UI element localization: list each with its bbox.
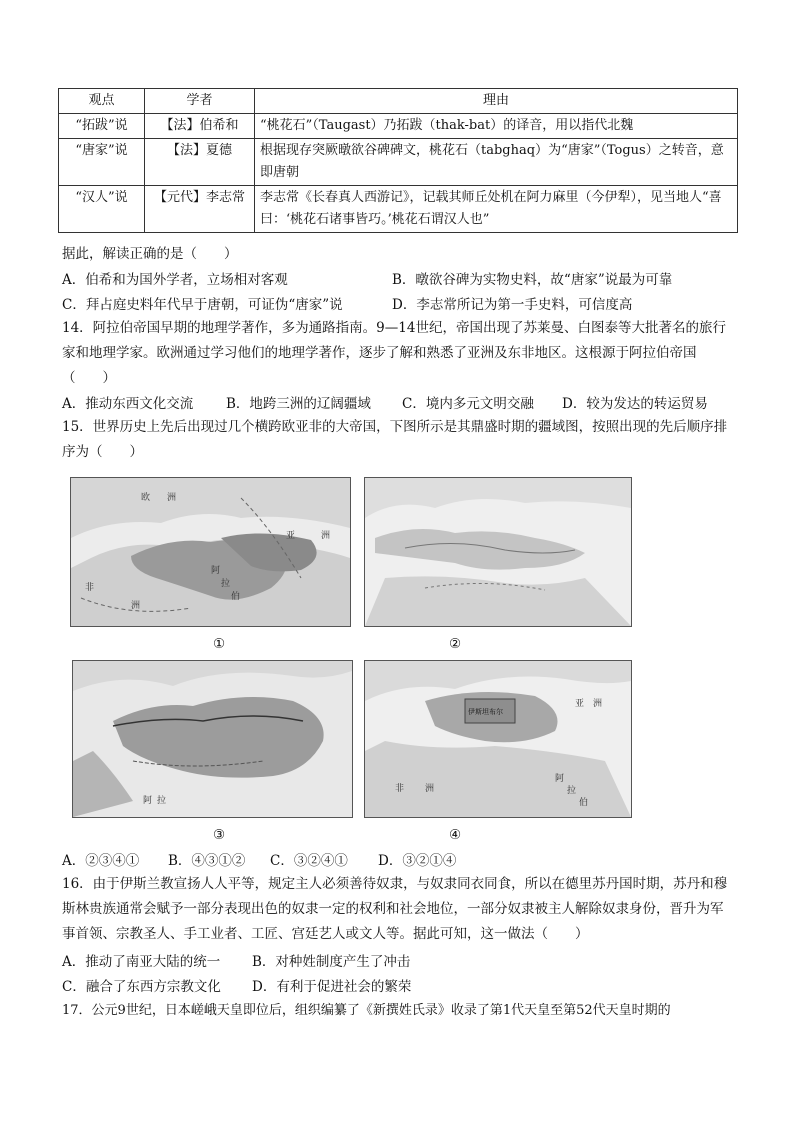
map-4-label: 亚 (575, 699, 585, 709)
viewpoints-table (58, 88, 738, 233)
q13-option-b[interactable]: B．暾欲谷碑为实物史料，故“唐家”说最为可靠 (392, 272, 673, 288)
q15-option-d[interactable]: D．③②①④ (378, 853, 457, 869)
map-1-label: 洲 (321, 531, 331, 541)
q13-option-a[interactable]: A．伯希和为国外学者，立场相对客观 (62, 272, 288, 288)
cell-view: “唐家”说 (59, 139, 145, 186)
table-row (59, 186, 738, 233)
map-1-label: 非 (85, 583, 95, 593)
q15-option-c[interactable]: C．③②④① (270, 853, 348, 869)
q15-option-b[interactable]: B．④③①② (168, 853, 246, 869)
q16-stem: 16．由于伊斯兰教宣扬人人平等，规定主人必须善待奴隶，与奴隶同衣同食，所以在德里苏丹国时期，苏丹和穆斯林贵族通常会赋予一部分表现出色的奴隶一定的权利和社会地位，一部分奴隶被主人解除奴隶身份，晋升为军事首领、宗教圣人、手工业者、工匠、宫廷艺人或文人等。据此可知，这一做法（ ） (62, 876, 728, 942)
q13-option-d[interactable]: D．李志常所记为第一手史料，可信度高 (392, 297, 633, 313)
map-4-label: 非 (395, 784, 405, 794)
table-row (59, 114, 738, 139)
q14-option-a[interactable]: A．推动东西文化交流 (62, 396, 194, 412)
map-4-label: 阿 (555, 774, 565, 784)
cell-view: “汉人”说 (59, 186, 145, 233)
map-1-label: 欧 (141, 493, 151, 503)
q16-option-b[interactable]: B．对种姓制度产生了冲击 (252, 954, 411, 970)
q16-option-d[interactable]: D．有利于促进社会的繁荣 (252, 979, 412, 995)
cell-reason: “桃花石”（Taugast）乃拓跋（thak-bat）的译音，用以指代北魏 (255, 114, 738, 139)
q16-option-c[interactable]: C．融合了东西方宗教文化 (62, 979, 221, 995)
q14-stem: 14．阿拉伯帝国早期的地理学著作，多为通路指南。9—14世纪，帝国出现了苏莱曼、白图泰等大批著名的旅行家和地理学家。欧洲通过学习他们的地理学著作，逐步了解和熟悉了亚洲及东非地区。这根源于阿拉伯帝国（ ） (62, 320, 726, 386)
map-2-number: ② (448, 636, 462, 652)
map-3-label: 阿 (143, 796, 153, 806)
map-2-roman-empire (364, 477, 632, 627)
table-row (59, 139, 738, 186)
map-4-drawing (365, 661, 631, 817)
q16-option-a[interactable]: A．推动了南亚大陆的统一 (62, 954, 221, 970)
map-1-label: 拉 (221, 579, 231, 589)
map-4-label: 洲 (593, 699, 603, 709)
q14-option-d[interactable]: D．较为发达的转运贸易 (562, 396, 708, 412)
q14-option-c[interactable]: C．境内多元文明交融 (402, 396, 534, 412)
header-view: 观点 (59, 89, 145, 114)
map-3-label: 拉 (157, 796, 167, 806)
map-4-number: ④ (448, 827, 462, 843)
map-1-label: 伯 (231, 592, 241, 602)
cell-scholar: 【法】伯希和 (145, 114, 255, 139)
map-1-drawing (71, 478, 350, 626)
q13-option-c[interactable]: C．拜占庭史料年代早于唐朝，可证伪“唐家”说 (62, 297, 343, 313)
map-1-label: 阿 (211, 566, 221, 576)
cell-reason: 根据现存突厥暾欲谷碑碑文，桃花石（tabghaq）为“唐家”（Togus）之转音，意即唐朝 (255, 139, 738, 186)
map-1-arab-empire (70, 477, 351, 627)
map-4-label: 洲 (425, 784, 435, 794)
q17-stem: 17．公元9世纪，日本嵯峨天皇即位后，组织编纂了《新撰姓氏录》收录了第1代天皇至第52代天皇时期的 (62, 1003, 671, 1018)
map-3-number: ③ (212, 827, 226, 843)
map-4-label: 伯 (579, 798, 589, 808)
map-1-label: 亚 (286, 531, 296, 541)
map-4-ottoman-empire (364, 660, 632, 818)
map-4-label: 伊斯坦布尔 (468, 708, 503, 716)
map-1-label: 洲 (131, 601, 141, 611)
header-reason: 理由 (255, 89, 738, 114)
map-2-drawing (365, 478, 631, 626)
map-1-label: 洲 (167, 493, 177, 503)
cell-view: “拓跋”说 (59, 114, 145, 139)
cell-scholar: 【法】夏德 (145, 139, 255, 186)
q13-stem: 据此，解读正确的是（ ） (62, 246, 238, 262)
map-3-alexander-empire (72, 660, 353, 818)
cell-scholar: 【元代】李志常 (145, 186, 255, 233)
q14-option-b[interactable]: B．地跨三洲的辽阔疆域 (226, 396, 371, 412)
map-4-label: 拉 (567, 786, 577, 796)
map-1-number: ① (212, 636, 226, 652)
cell-reason: 李志常《长春真人西游记》，记载其师丘处机在阿力麻里（今伊犁），见当地人“喜曰：‘桃花石诸事皆巧。’桃花石谓汉人也” (255, 186, 738, 233)
map-3-drawing (73, 661, 352, 817)
q15-option-a[interactable]: A．②③④① (62, 853, 140, 869)
header-scholar: 学者 (145, 89, 255, 114)
table-header-row (59, 89, 738, 114)
q15-stem: 15．世界历史上先后出现过几个横跨欧亚非的大帝国，下图所示是其鼎盛时期的疆域图，按照出现的先后顺序排序为（ ） (62, 419, 728, 460)
